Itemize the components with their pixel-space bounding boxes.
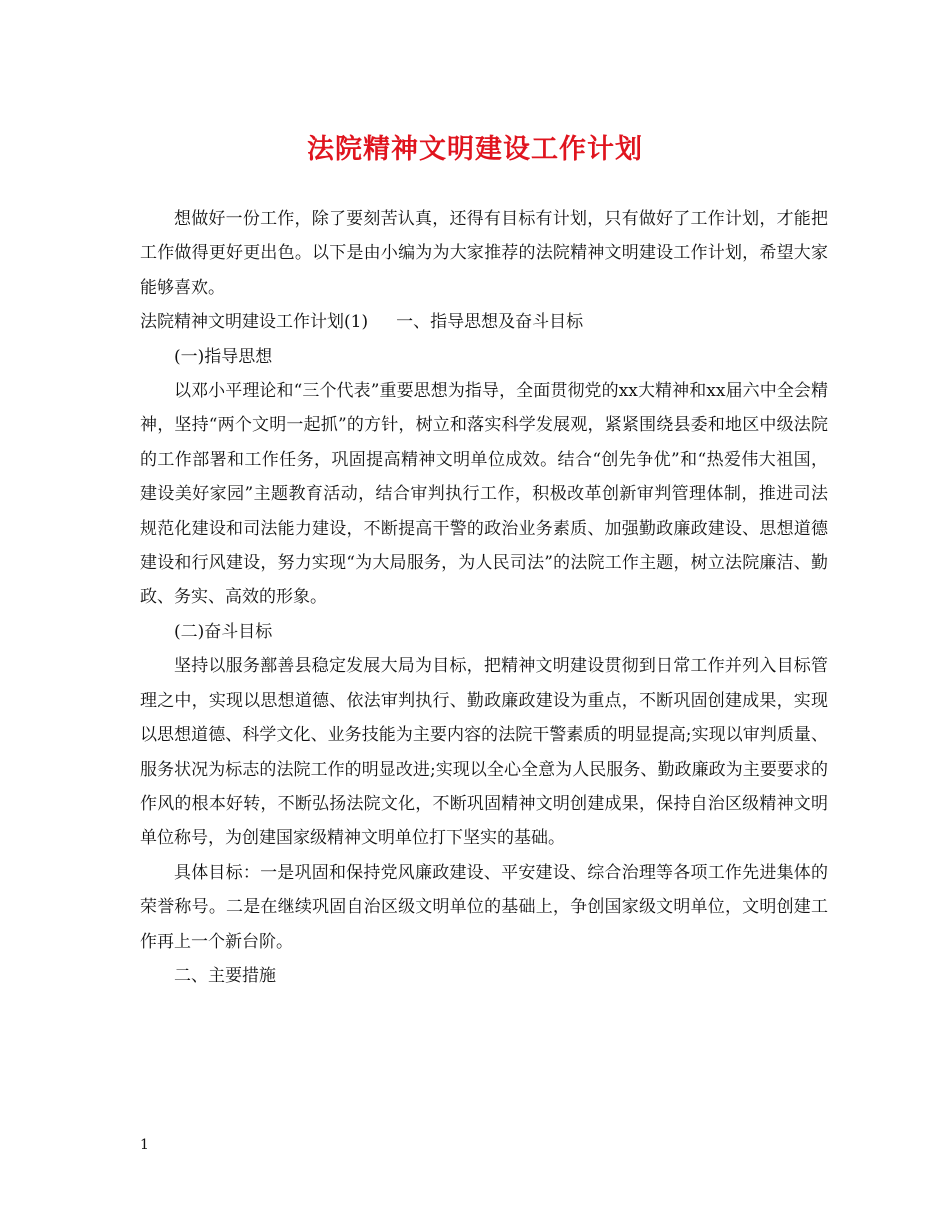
section-one-heading: 一、指导思想及奋斗目标 <box>396 312 584 333</box>
guiding-paragraph: 以邓小平理论和“三个代表”重要思想为指导，全面贯彻党的xx大精神和xx届六中全会精神，坚持“两个文明一起抓”的方针，树立和落实科学发展观，紧紧围绕县委和地区中级法院的工作部署和工作任务，巩固提高精神文明单位成效。结合“创先争优”和“热爱伟大祖国，建设美好家园”主题教育活动，结合审判执行工作，积极改革创新审判管理体制，推进司法规范化建设和司法能力建设，不断提高干警的政治业务素质、加强勤政廉政建设、思想道德建设和行风建设，努力实现“为大局服务，为人民司法”的法院工作主题，树立法院廉洁、勤政、务实、高效的形象。 <box>140 381 828 608</box>
sub-heading-goal: (二)奋斗目标 <box>174 621 273 642</box>
document-title: 法院精神文明建设工作计划 <box>307 134 643 165</box>
specific-goal-paragraph: 具体目标：一是巩固和保持党风廉政建设、平安建设、综合治理等各项工作先进集体的荣誉称号。二是在继续巩固自治区级文明单位的基础上，争创国家级文明单位，文明创建工作再上一个新台阶。 <box>140 862 828 952</box>
goal-paragraph: 坚持以服务鄯善县稳定发展大局为目标，把精神文明建设贯彻到日常工作并列入目标管理之中，实现以思想道德、依法审判执行、勤政廉政建设为重点，不断巩固创建成果，实现以思想道德、科学文化、业务技能为主要内容的法院干警素质的明显提高;实现以审判质量、服务状况为标志的法院工作的明显改进;实现以全心全意为人民服务、勤政廉政为主要要求的作风的根本好转，不断弘扬法院文化，不断巩固精神文明创建成果，保持自治区级精神文明单位称号，为创建国家级精神文明单位打下坚实的基础。 <box>140 656 828 849</box>
page-number: 1 <box>140 1137 149 1153</box>
plan-heading-line <box>140 305 828 339</box>
section-two-heading: 二、主要措施 <box>174 965 276 986</box>
document-body <box>140 202 828 993</box>
plan-label: 法院精神文明建设工作计划(1) <box>140 312 369 333</box>
intro-paragraph: 想做好一份工作，除了要刻苦认真，还得有目标有计划，只有做好了工作计划，才能把工作做得更好更出色。以下是由小编为为大家推荐的法院精神文明建设工作计划，希望大家能够喜欢。 <box>140 209 828 298</box>
sub-heading-guiding: (一)指导思想 <box>174 346 273 367</box>
